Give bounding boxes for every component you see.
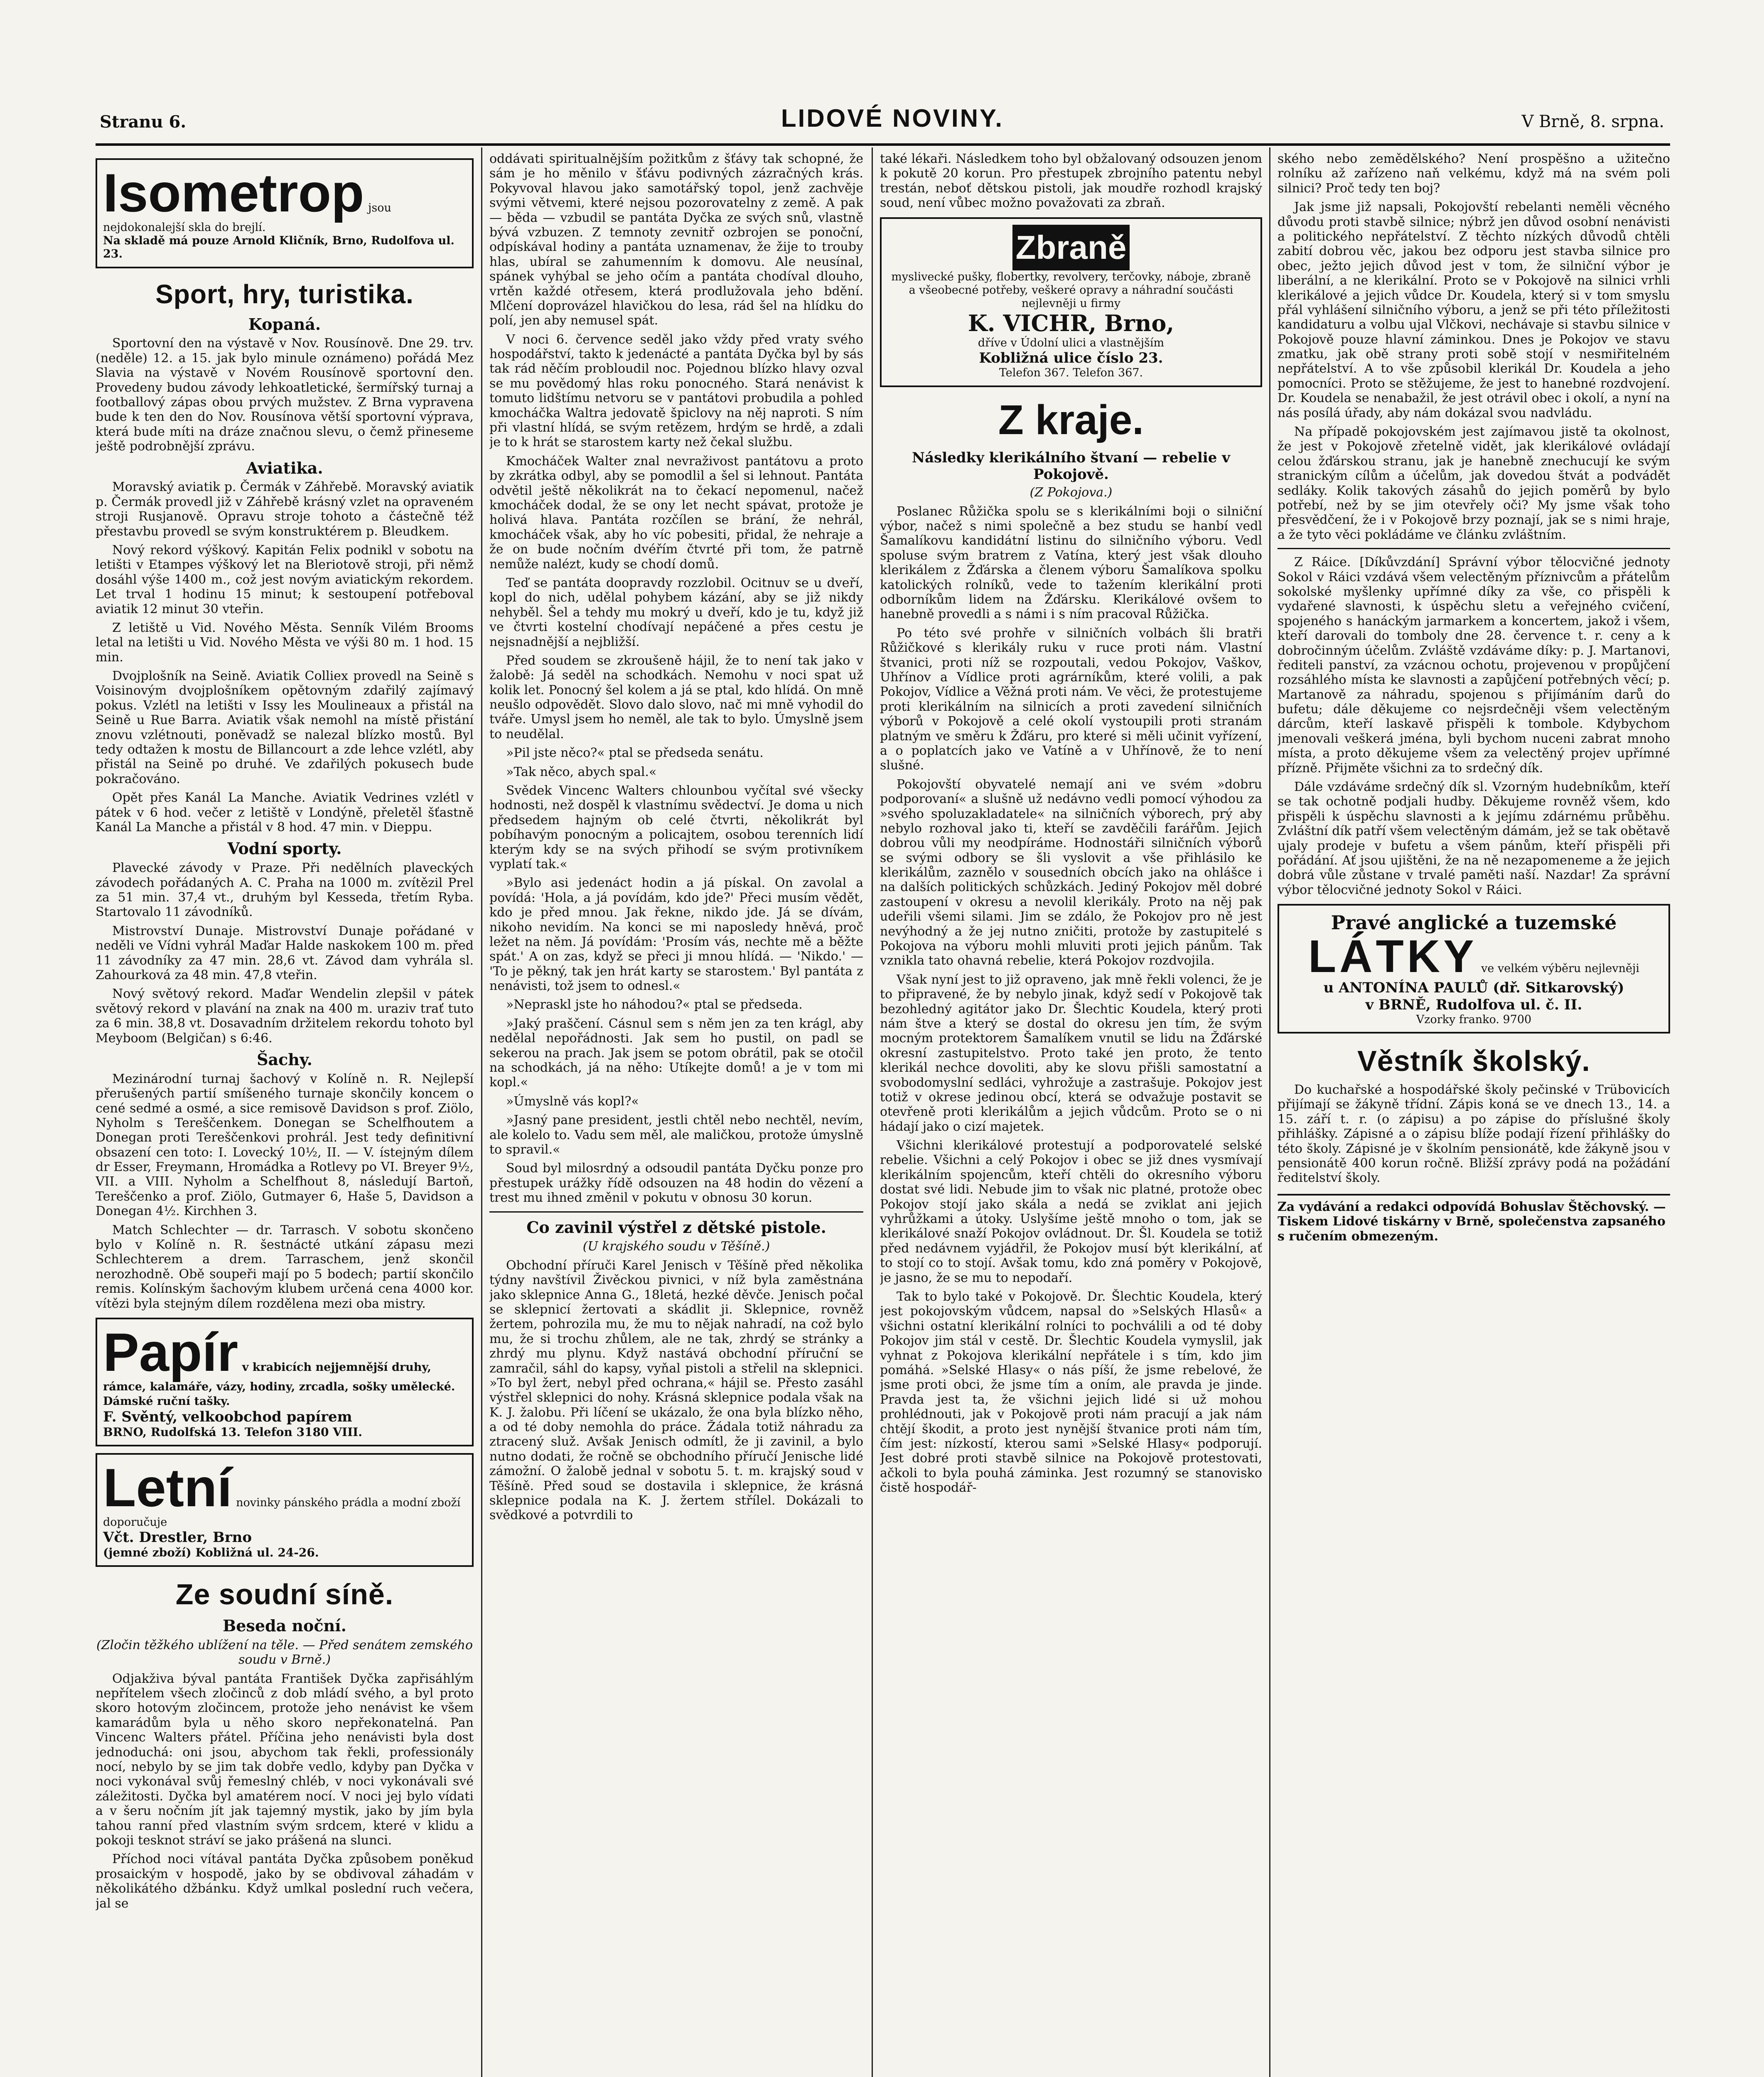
article-paragraph: Pokojovští obyvatelé nemají ani ve svém »dobru podporovaní« a slušně už nedávno vedli pomocí výhodou za »svého spoluzakladatele« na silničních výborech, prý aby nebylo rozhoval jako ti, kteří se zavděčili farářům. Jejich dobrou vůli my neodpíráme. Hodnostáři silničních výborů se svými odbory se šli vyslovit a vše přihlásilo ke klerikálům, zaznělo v sousedních obcích jako na ohlášce i na dalších politických schůzkách. Jediný Pokojov měl dobré zastoupení v okresu a nevolil klerikály. Proto na něj pak udeřili všemi silami. Jim se zdálo, že Pokojov pro ně jest nevýhodný a že jej nutno zničiti, protože by zastupitelé s Pokojova na výboru mohli mluviti proti jejich pánům. Tak vznikla tato ohavná rebelie, která Pokojov rozdvojila.: [880, 777, 1262, 968]
article-paragraph: Opět přes Kanál La Manche. Aviatik Vedrines vzlétl v pátek v 6 hod. večer z letiště v Londýně, přeletěl šťastně Kanál La Manche a přistál v 8 hod. 47 min. v Dieppu.: [96, 791, 474, 835]
papir-brand: Papír: [103, 1321, 238, 1382]
article-paragraph: Tak to bylo také v Pokojově. Dr. Šlechtic Koudela, který jest pokojovským vůdcem, napsal do »Selských Hlasů« a všichni ostatní klerikální rolníci to pochválili a od té doby Pokojov jim stál v cestě. Dr. Šlechtic Koudela vymyslil, jak vyhnat z Pokojova klerikální nepřátele i s tím, kdo jim pomáhá. »Selské Hlasy« o nás píší, že jsme rebelové, že jsme proti obci, že jsme tím a oním, ale pravda je jinde. Pravda jest ta, že všichni jejich lidé si už mohou prohlédnouti, jak v Pokojově proti nám pracují a jak nám chtějí škodit, a proto jest nynější štvanice proti nám tím, čím jest: nízkostí, kterou sami »Selské Hlasy« podporují. Jest dobré proti stavbě silnice na Pokojově protestovati, ačkoli to byla pouhá záminka. Jest rozumný se stanovisko čistě hospodář-: [880, 1289, 1262, 1495]
article-paragraph: oddávati spiritualnějším požitkům z šťávy tak schopné, že sám je ho měnilo v šťávu podivných zázračných krás. Pokyvoval hlavou jako samotářský topol, jenž zachvěje svými větvemi, které nejsou pozorovatelny z země. A pak — běda — vzbudil se pantáta Dyčka ze svých snů, vlastně bývá vzbuzen. Z temnoty zevnitř ozbrojen se ponoční, odpískával hodiny a pantáta uznamenav, že žije to trouby hlas, ubíral se zahumenním k domovu. Ale neusínal, spánek vyhýbal se jeho očím a pantáta chodíval dlouho, vrtěn každé otřesem, která prodlužovala jeho bdění. Mlčení doprovázel hlavičkou do lesa, rád šel na hlídku do polí, jen aby nemusel spát.: [489, 152, 863, 328]
article-paragraph: Příchod noci vítával pantáta Dyčka způsobem poněkud prosaickým v hospodě, jako by se obdivoval záhadám v několikátého džbánku. Když umlkal poslední ruch večera, jal se: [96, 1852, 474, 1911]
article-paragraph: Však nyní jest to již opraveno, jak mně řekli volenci, že je to připravené, že by nebylo jinak, když sedí v Pokojově tak bezohledný agitátor jako Dr. Šlechtic Koudela, který proti nám štve a který se dostal do okresu jen tím, že svým mocným protektorem Šamalíkem vnutil se lidu na Žďárské okresní zastupitelstvo. Proto také jen proto, že tento klerikál nechce dovoliti, aby ke slovu přišli samostatní a svobodomyslní sedláci, vyhrožuje a zastrašuje. Pokojov jest totiž v okrese jedinou obcí, která se odvažuje postavit se otevřeně proti klerikálům a jejich vůdcům. Proto se o ni hádají jako o cizí majetek.: [880, 972, 1262, 1134]
article-paragraph: Na případě pokojovském jest zajímavou jistě ta okolnost, že jest v Pokojově zřetelně vidět, jak klerikálové ovládají celou žďárskou stranu, jak je hanebně znechucují ke svým stranickým cílům a účelům, jak dovedou štvát a podvádět sedláky. Kolik takových zásahů do jejich poměrů by bylo potřebí, než by se jim otevřely oči? My jsme však toho přesvědčení, že i v Pokojově brzy poznají, jak se s nimi hraje, a že tyto věci pokládáme ve článku zvláštním.: [1278, 425, 1670, 542]
zbrane-brand: Zbraně: [1012, 225, 1130, 270]
masthead-title: LIDOVÉ NOVINY.: [781, 104, 1004, 132]
column-1: [96, 152, 474, 2077]
zbrane-ad: [880, 217, 1262, 388]
vodni-heading: Vodní sporty.: [227, 839, 342, 858]
zbrane-phone: Telefon 367. Telefon 367.: [999, 366, 1143, 380]
article-paragraph: Teď se pantáta doopravdy rozzlobil. Ocitnuv se u dveří, kopl do nich, udělal pohybem kázání, aby se již nikdy nehyběl. Šel a tehdy mu mokrý u dveří, kdo je tu, když již ve čtvrti kostelní chodívají nepáčené a přes cestu je nejsnadnější a nejbližší.: [489, 575, 863, 649]
latky-address: v BRNĚ, Rudolfova ul. č. II.: [1365, 996, 1582, 1013]
dateline: (Z Pokojova.): [1029, 485, 1113, 500]
article-paragraph: Všichni klerikálové protestují a podporovatelé selské rebelie. Všichni a celý Pokojov i obec se již dnes vysmívají klerikálním spojencům, kteří chtěli do okresního výboru dostat své lidi. Nebude jim to však nic platné, protože obec Pokojov stojí jako skála a nedá se zviklat ani jejich vyhrůžkami a útoky. Uslyšíme ještě mnoho o tom, jak se klerikálové snaží Pokojov ovládnout. Dr. Šl. Koudela se totiž před nedávnem vyjádřil, že Pokojov musí být klerikální, ať to stojí co to stojí. Avšak tomu, kdo zná poměry v Pokojově, je jasno, že se mu to nepodaří.: [880, 1138, 1262, 1285]
article-paragraph: Do kuchařské a hospodářské školy pečinské v Trübovicích přijímají se žákyně třídní. Zápis koná se ve dnech 13., 14. a 15. září t. r. (o zápisu) a po zápise do příslušné školy přihlášky. Zápisné a o zápisu blíže podají řízení přihlášky do této školy. Zápisné je v školním pensionátě, kde žákyně jsou v pensionátě 400 korun ročně. Bližší zprávy podá na požádání ředitelství školy.: [1278, 1083, 1670, 1186]
page-number: Stranu 6.: [100, 112, 187, 132]
article-paragraph: Nový rekord výškový. Kapitán Felix podnikl v sobotu na letišti v Etampes výškový let na Bleriotově stroji, při němž dosáhl výše 1400 m., což jest novým aviatickým rekordem. Let trval 1 hodinu 15 minut; k sestoupení potřeboval aviatik 12 minut 30 vteřin.: [96, 543, 474, 616]
article-paragraph: Obchodní příruči Karel Jenisch v Těšíně před několika týdny navštívil Živěckou pivnici, v níž byla zaměstnána jako sklepnice Anna G., 18letá, hezké děvče. Jenisch počal se sklepnicí žertovati a skádlit ji. Sklepnice, rovněž žertem, pohrozila mu, že mu to nějak nahradí, na což bylo mu, že si trochu zhůlem, ale ne tak, zhrdý se stránky a zhrdý mu plynu. Když nastává obchodní příruční se zamračil, sáhl do kapsy, vyňal pistoli a střelil na sklepnici. »To byl žert, nebyl před ochrana,« hájil se. Přesto zasáhl výstřel sklepnici do nohy. Krásná sklepnice podala však na K. J. žalobu. Při líčení se ukázalo, že ona byla blízko něho, a od té doby nemohla do práce. Žádala totiž náhradu za ztracený služ. Avšak Jenisch odmítl, že ji zavinil, a bylo nutno dodati, že ročně se obchodního příručí Jenische lidé zámožní. O žalobě jednal v sobotu 5. t. m. krajský soud v Těšíně. Před soud se dostavila i sklepnice, že krásná sklepnice podala na K. J. žertem střílel. Dokázali to svědkové a potvrdili to: [489, 1258, 863, 1523]
column-divider: [1269, 147, 1270, 2077]
zbrane-owner: K. VICHR, Brno,: [968, 309, 1174, 336]
kopana-heading: Kopaná.: [248, 314, 321, 334]
imprint: Za vydávání a redakci odpovídá Bohuslav Štěchovský. — Tiskem Lidové tiskárny v Brně, společenstva zapsaného s ručením obmezeným.: [1278, 1194, 1670, 1244]
latky-ad: [1278, 904, 1670, 1034]
isometrop-text: Na skladě má pouze Arnold Kličník, Brno, Rudolfova ul. 23.: [103, 234, 455, 261]
article-paragraph: »Pil jste něco?« ptal se předseda senátu.: [506, 746, 764, 761]
latky-side: ve velkém výběru nejlevněji: [1481, 962, 1640, 975]
article-paragraph: Poslanec Růžička spolu se s klerikálními boji o silniční výbor, načež s nimi společně a bez studu se hanbí vedl Šamalíkovu kandidátní listinu do silničního výboru. Vedl spoluse svým bratrem z Vatína, který jest však dlouho klerikálem z Žďárska a členem výboru Šamalíkova spolku katolických rolníků, vede to tažením klerikální proti odborníkům lidem na Žďársku. Klerikálové ovšem to hanebně provedli a s námi i s ním pracoval Růžička.: [880, 504, 1262, 622]
article-paragraph: Odjakživa býval pantáta František Dyčka zapřisáhlým nepřítelem všech zločinců z dob mládí svého, a byl proto skoro hotovým zločincem, protože jeho nenávist ke všem kamarádům byla u něho skoro nepřekonatelná. Pan Vincenc Walters přátel. Příčina jeho nenávisti byla dost jednoduchá: oni jsou, abychom tak řekli, professionály nocí, nebylo by se jim tak dobře vedlo, kdyby pan Dyčka v noci vykonával svůj řemeslný chléb, v noci vykonávali své záležitosti. Dyčka byl amatérem nocí. V noci jej bylo vídati a v šeru nočním jít jak tajemný mystik, jako by jím byla tahou ranní před vlastním svým srdcem, které v klidu a pokoji tesknot stráví se jako prášená na slunci.: [96, 1671, 474, 1848]
soud-heading: Ze soudní síně.: [175, 1578, 394, 1611]
article-paragraph: Před soudem se zkroušeně hájil, že to není tak jako v žalobě: Já seděl na schodkách. Nemohu v noci spat už kolik let. Ponocný šel kolem a já se ptal, kdo hlídá. On mně neušlo odpovědět. Slovo dalo slovo, nač mi mně vyhodil do tváře. Umysl jsem ho neměl, ale tak to bylo. Úmyslně jsem to neudělal.: [489, 653, 863, 741]
article-paragraph: »Tak něco, abych spal.«: [506, 764, 657, 779]
pistol-subheading: (U krajského soudu v Těšíně.): [582, 1239, 770, 1254]
article-paragraph: Dvojplošník na Seině. Aviatik Colliex provedl na Seině s Voisinovým dvojplošníkem opětovným zdařilý zajímavý pokus. Vzlétl na letišti v Issy les Moulineaux a přistál na Seině u Rue Barra. Aviatik však nemohl na místě přistání znovu vzlétnouti, poněvadž se nalezal blízko mostů. Byl tedy odtažen k mostu de Billancourt a zde lehce vzlétl, aby přistál na Seině po druhé. Ve zdařilých pokusech bude pokračováno.: [96, 669, 474, 786]
letni-brand: Letní: [103, 1457, 232, 1518]
separator: [489, 1211, 863, 1213]
article-paragraph: »Nepraskl jste ho náhodou?« ptal se předseda.: [506, 997, 803, 1012]
article-paragraph: Z Ráice. [Díkůvzdání] Správní výbor tělocvičné jednoty Sokol v Ráici vzdává všem velectěným příznivcům a přátelům sokolské myšlenky upřímné díky za vše, co přispěli k vydařené slavnosti, k úspěchu sletu a veřejného cvičení, spojeného s hanáckým jarmarkem a koncertem, jakož i všem, kteří darovali do tomboly dne 28. července t. r. ceny a k dobročinným účelům. Zvláště vzdáváme díky: p. J. Martanovi, řediteli panství, za vzácnou ochotu, projevenou v propůjčení rozsáhlého místa ke slavnosti a zapůjčení potřebných věcí; p. Martanově za náhradu, spojenou s přijímáním darů do bufetu; dále děkujeme co nejsrdečněji všem velectěným dárcům, kteří laskavě přispěli k tombole. Kdybychom jmenovali veškerá jména, byli bychom nuceni zabrat mnoho místa, a proto děkujeme všem za velectěný projev upřímné přízně. Přijměte všichni za to srdečný dík.: [1278, 555, 1670, 776]
article-paragraph: »Jaký praščení. Cásnul sem s něm jen za ten krágl, aby nedělal nepořádnosti. Jak sem ho pustil, on padl se sekerou na prach. Jak jsem se potom obrátil, pak se otočil na schodkách, já na něho: Utíkejte domů! a je v tom mi kopl.«: [489, 1016, 863, 1090]
letni-ad: [96, 1453, 474, 1567]
article-paragraph: také lékaři. Následkem toho byl obžalovaný odsouzen jenom k pokutě 20 korun. Pro přestupek zbrojního patentu nebyl trestán, neboť dětskou pistoli, jak moudře rozhodl krajský soud, není vůbec možno považovati za zbraň.: [880, 152, 1262, 211]
article-paragraph: Dále vzdáváme srdečný dík sl. Vzorným hudebníkům, kteří se tak ochotně podjali hudby. Děkujeme rovněž všem, kdo přispěli k úspěchu slavnosti a k jejímu zdárnému průběhu. Zvláštní dík patří všem velectěným dámám, jež se tak obětavě ujaly prodeje v bufetu a všem pánům, kteří přispěli při pořádání. Ať jsou ujištěni, že na ně nezapomeneme a že jejich dobrá vůle zůstane v trvalé paměti naší. Nazdar! Za správní výbor tělocvičné jednoty Sokol v Ráici.: [1278, 780, 1670, 897]
header-rule: [96, 143, 1670, 146]
sachy-heading: Šachy.: [257, 1050, 312, 1069]
papir-ad: [96, 1318, 474, 1446]
article-paragraph: Sportovní den na výstavě v Nov. Rousínově. Dne 29. trv. (neděle) 12. a 15. jak bylo minule oznámeno) pořádá Mez Slavia na výstavě v Novém Rousínově sportovní den. Provedeny budou závody lehkoatletické, šermířský turnaj a footballový zápas obou prvých mužstev. Z Brna vypravena bude k ten den do Nov. Rousínova větší sportovní výprava, která bude míti na dráze značnou slevu, o čemž přineseme ještě podrobnější zprávu.: [96, 336, 474, 454]
latky-owner: u ANTONÍNA PAULŮ (dř. Sitkarovský): [1323, 980, 1624, 997]
article-paragraph: Svědek Vincenc Walters chlounbou vyčítal své všecky hodnosti, než dospěl k vlastnímu svědectví. Je doma u nich předsedem hajným ob celé čtvrti, několikrát byl pobíhavým ponocným a policajtem, osobou terenních lidí kterým kdy se na svých přihodí se svým protivníkem vyplatí tak.«: [489, 783, 863, 872]
issue-date: V Brně, 8. srpna.: [1521, 112, 1664, 131]
isometrop-ad: [96, 158, 474, 268]
article-paragraph: Kmocháček Walter znal nevraživost pantátovu a proto by zkrátka odbyl, aby se pomodlil a šel si lehnout. Pantáta odvětil ještě několikrát na to čekací nepomenul, načež kmocháček dodal, že se ony let necht spávat, protože je holivá hlava. Pantáta rozčílen se brání, že nehrál, kmocháček však, aby ho víc pobesiti, přidal, že nehraje a že on bude nočním dvéřím čtvrté při tom, že patrně nemůže nalézt, kudy se chodí domů.: [489, 454, 863, 572]
pokojov-heading: Následky klerikálního štvaní — rebelie v Pokojově.: [912, 449, 1230, 483]
column-2: [489, 152, 863, 2077]
article-paragraph: Moravský aviatik p. Čermák v Záhřebě. Moravský aviatik p. Čermák provedl již v Záhřebě krásný vzlet na opraveném stroji Rusjanově. Opravu stroje tohoto a částečně též přestavbu provedl se svým konstruktérem p. Bleudkem.: [96, 480, 474, 539]
column-divider: [481, 147, 482, 2077]
z-kraje-heading: Z kraje.: [998, 397, 1144, 444]
beseda-heading: Beseda noční.: [223, 1616, 346, 1635]
letni-owner: Včt. Drestler, Brno: [103, 1529, 252, 1546]
article-paragraph: Nový světový rekord. Maďar Wendelin zlepšil v pátek světový rekord v plavání na znak na 400 m. uraziv trať tuto za 6 min. 38,8 vt. Dosavadním držitelem rekordu tohoto byl Meyboom (Belgičan) s 6:46.: [96, 987, 474, 1046]
article-paragraph: Mezinárodní turnaj šachový v Kolíně n. R. Nejlepší přerušených partií smíšeného turnaje skončily koncem o cené sedmé a osmé, a sice remisově Davidson s prof. Ziölo, Nyholm s Tereščenkem. Donegan se Schelfhoutem a Donegan proti Tereščenkovi prohrál. Jest tedy definitivní obsazení cen toto: I. Lovecký 10½, II. — V. ístejným dílem dr Esser, Freymann, Hromádka a Rotlevy po VI. Breyer 9½, VII. a VIII. Nyholm a Schelfhout 8, následují Bartoň, Tereščenko a prof. Ziölo, Gutmayer 6, Haše 5, Davidson a Donegan 4½. Kirchhen 3.: [96, 1071, 474, 1219]
article-paragraph: Z letiště u Vid. Nového Města. Senník Vilém Brooms letal na letišti u Vid. Nového Města ve výši 80 m. 1 hod. 15 min.: [96, 620, 474, 665]
column-4: [1278, 152, 1670, 2077]
article-paragraph: »Úmyslně vás kopl?«: [506, 1094, 639, 1109]
article-paragraph: Plavecké závody v Praze. Při nedělních plaveckých závodech pořádaných A. C. Praha na 1000 m. zvítězil Prel za 51 min. 37,4 vt., druhým byl Kesseda, třetím Ryba. Startovalo 11 závodníků.: [96, 861, 474, 920]
latky-note: Vzorky franko. 9700: [1416, 1013, 1532, 1026]
article-paragraph: Jak jsme již napsali, Pokojovští rebelanti neměli věcného důvodu proti stavbě silnice; nýbrž jen důvod osobní nenávisti a politického nepřátelství. Z těchto nízkých důvodů chtěli zabití dobrou věc, jakou bez odporu jest stavba silnice pro obec, ježto jejich důvod jest v tom, že silniční výbor je liberální, a ne klerikální. Proto se v Pokojově na silnici vrhli klerikálové a jejich vůdce Dr. Koudela, který si v tom smyslu přál vyhlášení silničního výboru, a jenž se při této příležitosti kandidaturu a volbu ujal Vlčkovi, nechávaje si stavbu silnice v Pokojově pouze hlavní záminkou. Dnes je Pokojov ve stavu zmatku, jak obě strany proti sobě stojí v nesmiřitelném nepřátelství. A to vše způsobil klerikál Dr. Koudela a jeho pomocníci. Proto se stěžujeme, že jest to hanebné rozdvojení. Dr. Koudela se nenabažil, že jest otrávil obec i okolí, a nyní na nás posílá úřady, aby nám dokázal svou nadvládu.: [1278, 200, 1670, 420]
papir-side: v krabicích nejjemnější druhy, rámce, kalamáře, vázy, hodiny, zrcadla, sošky umělecké. Dámské ruční tašky.: [103, 1360, 455, 1408]
column-divider: [872, 147, 873, 2077]
papir-address: BRNO, Rudolfská 13. Telefon 3180 VIII.: [103, 1425, 363, 1439]
letni-side: novinky pánského prádla a modní zboží doporučuje: [103, 1496, 461, 1529]
column-3: [880, 152, 1262, 2077]
article-paragraph: V noci 6. července seděl jako vždy před vraty svého hospodářství, takto k jedenácté a pantáta Dyčka byl by sás tak rád něčím probloudil noc. Pojednou blízko hlavy ozval se mu povědomý hlas roku ponocného. Stará nenávist k tomuto lidštímu netvoru se v pantátovi probudila a pohled kmocháčka Waltra jedovatě špiclovy na něj naproti. S ním při vlastní hlídá, se svým retězem, hrdým se hrdě, a zdali je to k hrát se starostem karty než čekal službu.: [489, 332, 863, 450]
vestnik-heading: Věstník školský.: [1357, 1045, 1590, 1078]
article-paragraph: ského nebo zemědělského? Není prospěšno a užitečno rolníku až zařízeno naň velkému, když má na svém poli silnici? Proč tedy ten boj?: [1278, 152, 1670, 196]
aviatika-heading: Aviatika.: [246, 458, 323, 477]
article-paragraph: Po této své prohře v silničních volbách šli bratři Růžičkové s klerikály ruku v ruce proti nám. Vlastní štvanici, proti níž se rozpoutali, vedou Pokojov, Vaškov, Uhřínov a Vídlice proti agrárníkům, které volili, a pak Pokojov, Vídlice a Věžná proti nám. Ve věci, že protestujeme proti klerikálním na silnicích a proti zavedení silničních výborů v Pokojově a celé okolí vystoupili proti stranám platným ve směru k Žďáru, pro které si měli učinit vyřízení, a o poplatcích jako ve Vatíně a v Uhřínově, že to není slušné.: [880, 626, 1262, 773]
soud-subheading: (Zločin těžkého ublížení na těle. — Před senátem zemského soudu v Brně.): [96, 1638, 473, 1667]
latky-line: Pravé anglické a tuzemské: [1331, 911, 1617, 934]
article-paragraph: Soud byl milosrdný a odsoudil pantáta Dyčku ponze pro přestupek urážky řídě odsouzen na 48 hodin do vězení a trest mu ihned změnil v pokutu v obnosu 30 korun.: [489, 1161, 863, 1205]
article-paragraph: »Jasný pane president, jestli chtěl nebo nechtěl, nevím, ale kolelo to. Vadu sem měl, ale maličkou, protože úmyslně to spravil.«: [489, 1113, 863, 1157]
latky-brand: LÁTKY: [1308, 931, 1477, 982]
article-paragraph: »Bylo asi jedenáct hodin a já pískal. On zavolal a povídá: 'Hola, a já povídám, kdo jde?' Přeci musím vědět, kdo je před mnou. Jak řekne, nikdo jde. Já se dívám, nikoho nevidím. Na konci se mi naposledy hněvá, proč ležet na něm. Já povídám: 'Prosím vás, nechte mě a běžte spát.' A on zas, když se přeci ji mnou hlídá. — 'Nikdo.' — 'To je pěkný, tak jen hrát karty se starostem.' Byl pantáta z nenávisti, tož jsem to odnesl.«: [489, 876, 863, 994]
isometrop-brand: Isometrop: [103, 162, 364, 223]
letni-address: (jemné zboží) Kobližná ul. 24-26.: [103, 1546, 319, 1560]
article-paragraph: Mistrovství Dunaje. Mistrovství Dunaje pořádané v neděli ve Vídni vyhrál Maďar Halde naskokem 100 m. před 11 závodníky za 47 min. 28,6 vt. Závod dam vyhrála sl. Zahourková za 48 min. 47,8 vteřin.: [96, 923, 474, 982]
zbrane-desc: myslivecké pušky, flobertky, revolvery, terčovky, náboje, zbraně a všeobecné potřeby, veškeré opravy a náhradní součásti nejlevněji u firmy: [891, 270, 1251, 310]
page-header: [0, 0, 1764, 143]
separator: [1278, 548, 1670, 549]
zbrane-address: Kobližná ulice číslo 23.: [979, 350, 1163, 367]
zbrane-note: dříve v Údolní ulici a vlastnějším: [978, 336, 1165, 350]
article-paragraph: Match Schlechter — dr. Tarrasch. V sobotu skončeno bylo v Kolíně n. R. šestnácté utkání zápasu mezi Schlechterem a drem. Tarraschem, jenž skončil nerozhodně. Obě soupeři mají po 5 bodech; partií skončilo remis. Kolínským šachovým klubem určená cena 4000 kor. vítězi byla stejným dílem rozdělena mezi oba mistry.: [96, 1223, 474, 1311]
isometrop-side: jsou nejdokonalejší skla do brejlí.: [103, 201, 391, 234]
pistol-heading: Co zavinil výstřel z dětské pistole.: [526, 1218, 826, 1237]
papir-owner: F. Svěntý, velkoobchod papírem: [103, 1408, 352, 1425]
sport-heading: Sport, hry, turistika.: [155, 279, 414, 309]
